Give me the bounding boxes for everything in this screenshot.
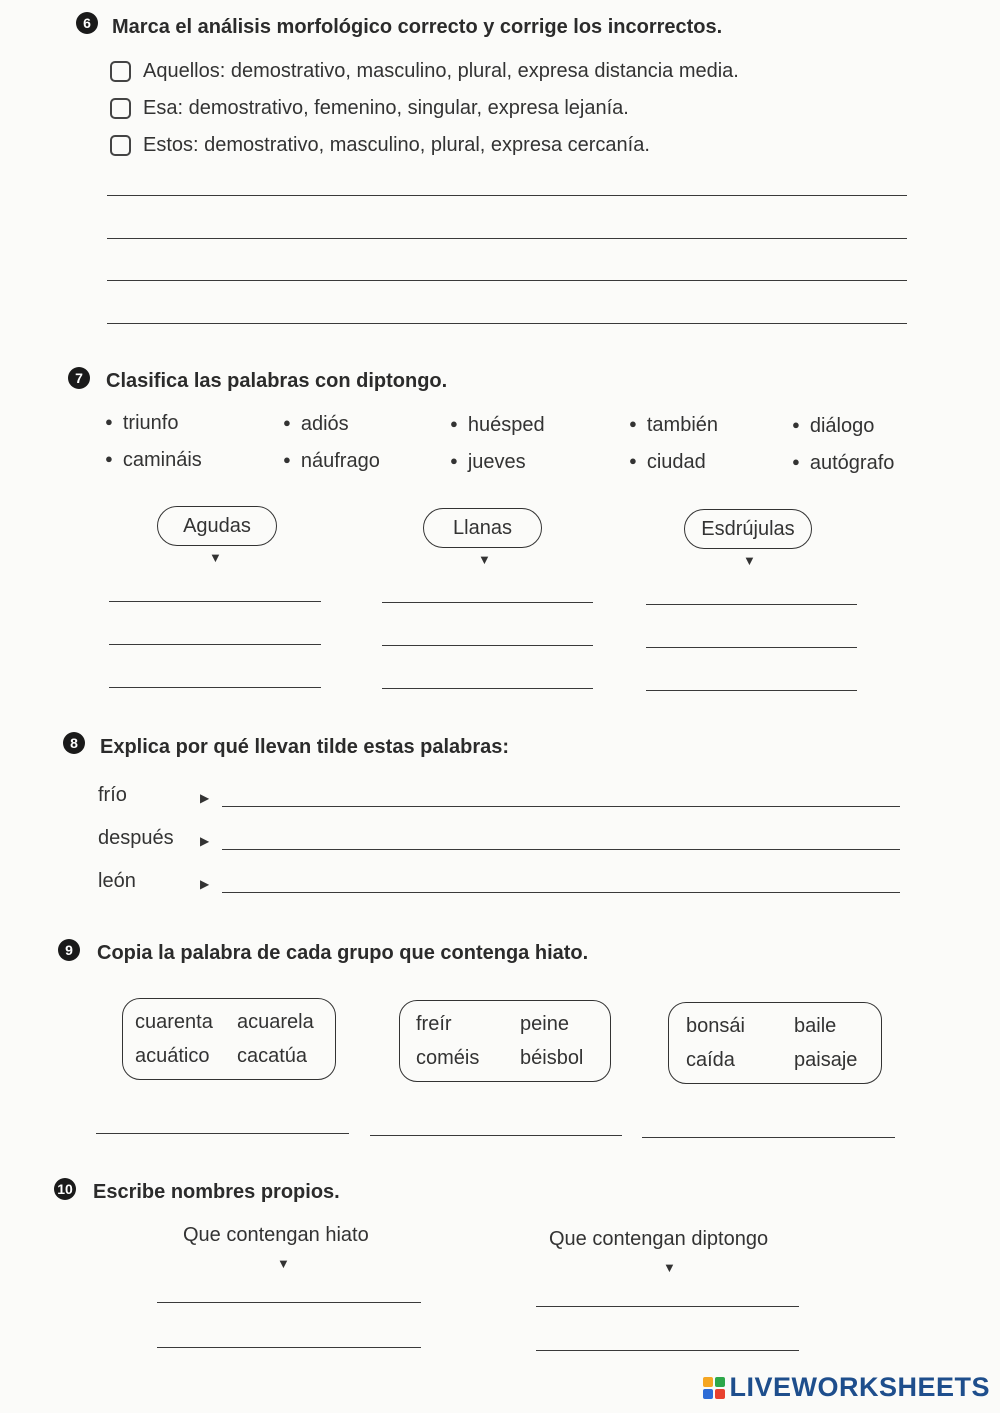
tilde-word-1: frío [98,784,127,806]
liveworksheets-logo [703,1372,990,1403]
exercise-number-6: 6 [76,12,98,34]
exercise-9-title: Copia la palabra de cada grupo que contenga hiato. [97,942,589,964]
arrow-right-icon: ▶ [200,877,210,891]
arrow-down-icon: ▼ [743,553,756,568]
exercise-8-title: Explica por qué llevan tilde estas palabras: [100,736,510,758]
group-word: cacatúa [237,1045,308,1067]
answer-line[interactable] [642,1137,895,1138]
exercise-10-title: Escribe nombres propios. [93,1181,340,1203]
brand-name: LIVEWORKSHEETS [729,1372,990,1402]
answer-line[interactable] [107,195,907,196]
exercise-number-8: 8 [63,732,85,754]
word-item: ● náufrago [283,450,380,472]
answer-line[interactable] [157,1347,421,1348]
answer-line[interactable] [96,1133,349,1134]
exercise-number-7: 7 [68,367,90,389]
checkbox-icon[interactable] [110,61,131,82]
category-agudas: Agudas [157,506,277,546]
answer-line[interactable] [107,323,907,324]
option-3-text: Estos: demostrativo, masculino, plural, expresa cercanía. [143,134,650,156]
answer-line[interactable] [536,1350,799,1351]
group-word: caída [686,1049,735,1071]
column-hiato-label: Que contengan hiato [183,1224,369,1246]
answer-line[interactable] [646,604,857,605]
answer-line[interactable] [222,892,900,893]
checkbox-icon[interactable] [110,98,131,119]
option-2-text: Esa: demostrativo, femenino, singular, expresa lejanía. [143,97,629,119]
word-item: ● huésped [450,414,545,436]
word-item: ● ciudad [629,451,706,473]
arrow-down-icon: ▼ [478,552,491,567]
tilde-word-3: león [98,870,136,892]
option-1 [110,60,739,83]
answer-line[interactable] [107,238,907,239]
exercise-7-title: Clasifica las palabras con diptongo. [106,370,448,392]
column-diptongo-label: Que contengan diptongo [549,1228,769,1250]
option-2 [110,97,629,120]
group-word: cuarenta [135,1011,213,1033]
exercise-number-10: 10 [54,1178,76,1200]
group-word: acuarela [237,1011,314,1033]
checkbox-icon[interactable] [110,135,131,156]
arrow-down-icon: ▼ [209,550,222,565]
answer-line[interactable] [109,687,321,688]
word-item: ● diálogo [792,415,875,437]
word-item: ● también [629,414,719,436]
group-word: bonsái [686,1015,745,1037]
category-esdrujulas: Esdrújulas [684,509,812,549]
tilde-word-2: después [98,827,174,849]
group-word: coméis [416,1047,480,1069]
word-item: ● camináis [105,449,202,471]
option-1-text: Aquellos: demostrativo, masculino, plural, expresa distancia media. [143,60,739,82]
brand-logo-icon [703,1377,725,1399]
arrow-right-icon: ▶ [200,791,210,805]
answer-line[interactable] [222,849,900,850]
group-word: paisaje [794,1049,858,1071]
group-word: acuático [135,1045,210,1067]
answer-line[interactable] [382,645,593,646]
arrow-down-icon: ▼ [663,1260,676,1275]
answer-line[interactable] [646,690,857,691]
answer-line[interactable] [107,280,907,281]
exercise-number-9: 9 [58,939,80,961]
group-word: baile [794,1015,837,1037]
arrow-right-icon: ▶ [200,834,210,848]
word-item: ● autógrafo [792,452,895,474]
arrow-down-icon: ▼ [277,1256,290,1271]
category-llanas: Llanas [423,508,542,548]
option-3 [110,134,650,157]
answer-line[interactable] [536,1306,799,1307]
answer-line[interactable] [109,644,321,645]
group-word: béisbol [520,1047,584,1069]
answer-line[interactable] [646,647,857,648]
word-item: ● jueves [450,451,526,473]
answer-line[interactable] [382,602,593,603]
answer-line[interactable] [157,1302,421,1303]
answer-line[interactable] [382,688,593,689]
word-item: ● adiós [283,413,349,435]
group-word: peine [520,1013,569,1035]
exercise-6-title: Marca el análisis morfológico correcto y corrige los incorrectos. [112,16,723,38]
word-item: ● triunfo [105,412,179,434]
answer-line[interactable] [222,806,900,807]
word-group-2 [399,1000,611,1082]
word-group-3 [668,1002,882,1084]
answer-line[interactable] [109,601,321,602]
answer-line[interactable] [370,1135,622,1136]
word-group-1 [122,998,336,1080]
group-word: freír [416,1013,452,1035]
